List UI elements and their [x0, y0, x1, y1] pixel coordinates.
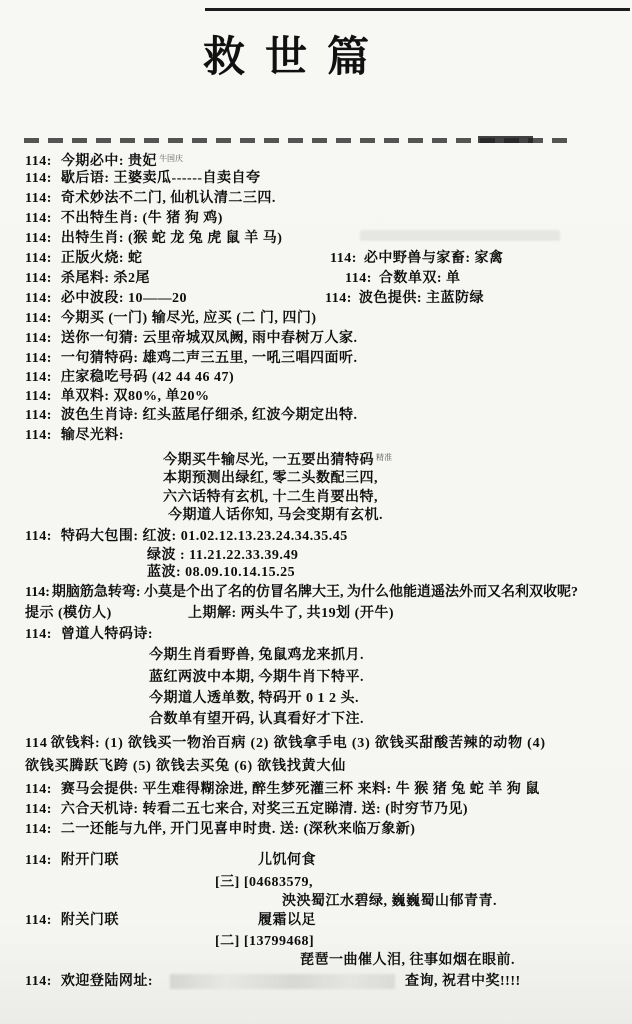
issue-prefix: 114: — [25, 331, 52, 346]
text-line — [25, 427, 124, 444]
couplet-code-line — [215, 874, 313, 891]
text-line — [25, 310, 317, 327]
line-text: 今期买牛输尽光, 一五要出猜特码 — [163, 453, 374, 468]
issue-prefix: 114: — [25, 408, 52, 423]
line-text: 今期生肖看野兽, 兔鼠鸡龙来抓月. — [149, 648, 364, 663]
couplet-code-line — [215, 933, 314, 950]
issue-prefix: 114: — [25, 154, 52, 169]
text-line — [25, 270, 632, 287]
couplet-verse — [282, 893, 497, 910]
text-line — [25, 781, 540, 798]
line-text: 今期买 (一门) 输尽光, 应买 (二 门, 四门) — [60, 311, 317, 326]
line-text: 奇术妙法不二门, 仙机认清二三四. — [60, 191, 276, 206]
text-line — [25, 821, 415, 838]
text-line — [25, 369, 234, 386]
poem-line — [149, 669, 364, 686]
issue-prefix: 114: — [25, 529, 52, 544]
sup-note: 精准 — [376, 453, 392, 462]
line-text: 六六话特有玄机, 十二生肖要出特, — [163, 490, 378, 505]
issue-prefix: 114: — [25, 291, 52, 306]
line-text: 波色生肖诗: 红头蓝尾仔细杀, 红波今期定出特. — [60, 408, 358, 423]
issue-prefix: 114: — [25, 251, 52, 266]
line-text: 琵琶一曲催人泪, 往事如烟在眼前. — [300, 953, 515, 968]
line-text: 输尽光料: — [60, 428, 125, 443]
line-text: 曾道人特码诗: — [60, 627, 154, 642]
line-text: 附开门联 — [60, 853, 119, 868]
line-text-right: 波色提供: 主蓝防绿 — [358, 291, 485, 306]
line-text: 蓝波: 08.09.10.14.15.25 — [147, 565, 296, 580]
issue-prefix: 114: — [325, 291, 352, 306]
line-text: 今期道人话你知, 马会变期有玄机. — [168, 508, 383, 523]
line-text: 今期必中: 贵妃 — [60, 154, 158, 169]
text-line — [25, 330, 358, 347]
line-text: 绿波 : 11.21.22.33.39.49 — [147, 548, 299, 563]
sup-note: 牛国庆 — [159, 154, 184, 163]
line-text: 歇后语: 王婆卖瓜------自卖自夸 — [60, 171, 261, 186]
issue-prefix: 114: — [25, 782, 52, 797]
issue-prefix: 114: — [25, 822, 52, 837]
line-text: 欲钱买腾跃飞跨 (5) 欲钱去买兔 (6) 欲钱找黄大仙 — [25, 759, 347, 774]
line-text: 送你一句猜: 云里帝城双凤阙, 雨中春树万人家. — [60, 331, 358, 346]
text-line — [25, 388, 210, 405]
text-line — [25, 528, 348, 545]
line-text-right: 上期解: 两头牛了, 共19划 (开牛) — [188, 606, 394, 621]
issue-prefix: 114 — [25, 736, 48, 751]
poem-line — [168, 507, 383, 524]
issue-prefix: 114: — [25, 802, 52, 817]
issue-prefix: 114: — [25, 271, 52, 286]
text-line — [25, 735, 546, 752]
torn-text-remnant-blob — [478, 136, 533, 143]
line-text: 今期道人透单数, 特码开 0 1 2 头. — [149, 691, 359, 706]
line-text: 出特生肖: (猴 蛇 龙 兔 虎 鼠 羊 马) — [60, 231, 283, 246]
line-text-right: 必中野兽与家畜: 家禽 — [363, 251, 504, 266]
line-text: 不出特生肖: (牛 猪 狗 鸡) — [60, 211, 223, 226]
line-text: 六合天机诗: 转看二五七来合, 对奖三五定睇清. 送: (时穷节乃见) — [60, 802, 469, 817]
text-line — [25, 150, 183, 170]
line-text: 一句猜特码: 雄鸡二声三五里, 一吼三唱四面听. — [60, 351, 358, 366]
poem-line — [163, 449, 392, 469]
issue-prefix: 114: — [25, 389, 52, 404]
issue-prefix: 114: — [25, 211, 52, 226]
line-text: 泱泱蜀江水碧绿, 巍巍蜀山郁青青. — [282, 894, 497, 909]
faint-smudge — [360, 230, 560, 241]
text-line — [25, 170, 261, 187]
line-text: 二一还能与九伴, 开门见喜申时贵. 送: (深秋来临万象新) — [60, 822, 416, 837]
text-line — [25, 210, 223, 227]
text-line — [25, 912, 632, 929]
couplet-heading: 履霜以足 — [258, 913, 316, 928]
poem-line — [149, 647, 364, 664]
line-text: [二] [13799468] — [215, 934, 315, 949]
issue-prefix: 114: — [25, 974, 52, 989]
text-line — [25, 230, 282, 247]
line-text: 杀尾料: 杀2尾 — [60, 271, 151, 286]
text-line — [25, 973, 632, 990]
line-text: 赛马会提供: 平生难得糊涂进, 醉生梦死灌三杯 来料: 牛 猴 猪 兔 蛇 羊 狗 鼠 — [60, 782, 540, 797]
page-title: 救世篇 — [202, 35, 389, 81]
poem-line — [163, 470, 378, 487]
text-line — [25, 190, 276, 207]
poem-line — [149, 711, 364, 728]
poem-line — [149, 690, 359, 707]
line-text-right: 查询, 祝君中奖!!!! — [405, 974, 521, 989]
text-line — [25, 852, 632, 869]
issue-prefix: 114: — [25, 171, 52, 186]
line-text: 正版火烧: 蛇 — [60, 251, 143, 266]
text-line — [147, 547, 298, 564]
issue-prefix: 114: — [25, 231, 52, 246]
line-text: 单双料: 双80%, 单20% — [60, 389, 210, 404]
line-text: 提示 (模仿人) — [25, 606, 112, 621]
issue-prefix: 114: — [25, 351, 52, 366]
issue-prefix: 114: — [25, 853, 52, 868]
line-text: [三] [04683579, — [215, 875, 313, 890]
poem-line — [163, 489, 378, 506]
line-text: 蓝红两波中本期, 今期牛肖下特平. — [149, 670, 364, 685]
line-text: 特码大包围: 红波: 01.02.12.13.23.24.34.35.45 — [60, 529, 348, 544]
text-line — [25, 626, 153, 643]
text-line — [25, 605, 632, 622]
text-line — [25, 407, 358, 424]
line-text: 本期预测出绿红, 零二头数配三四, — [163, 471, 378, 486]
text-line — [25, 584, 578, 601]
text-line — [25, 758, 346, 775]
issue-prefix: 114: — [25, 913, 52, 928]
issue-prefix: 114: — [25, 428, 52, 443]
text-line — [147, 564, 295, 581]
line-text: 合数单有望开码, 认真看好才下注. — [149, 712, 364, 727]
line-text: 附关门联 — [60, 913, 119, 928]
line-text: 必中波段: 10——20 — [60, 291, 188, 306]
text-line — [25, 350, 358, 367]
line-text: 庄家稳吃号码 (42 44 46 47) — [60, 370, 235, 385]
line-text-right: 合数单双: 单 — [378, 271, 461, 286]
text-line — [25, 801, 468, 818]
text-line — [25, 290, 632, 307]
issue-prefix: 114: — [25, 311, 52, 326]
top-rule — [205, 8, 630, 11]
issue-prefix: 114: — [25, 191, 52, 206]
text-line — [25, 250, 632, 267]
couplet-verse — [300, 952, 515, 969]
issue-prefix: 114: — [330, 251, 357, 266]
line-text: 欢迎登陆网址: — [60, 974, 154, 989]
couplet-heading: 儿饥何食 — [258, 853, 316, 868]
line-text: 欲钱料: (1) 欲钱买一物治百病 (2) 欲钱拿手电 (3) 欲钱买甜酸苦辣的动物 (4) — [50, 736, 546, 751]
issue-prefix: 114: — [25, 627, 52, 642]
issue-prefix: 114: — [25, 370, 52, 385]
line-text: 期脑筋急转弯: 小莫是个出了名的仿冒名牌大王, 为什么他能逍遥法外而又名利双收呢? — [51, 585, 579, 600]
issue-prefix: 114: — [25, 585, 50, 600]
issue-prefix: 114: — [345, 271, 372, 286]
